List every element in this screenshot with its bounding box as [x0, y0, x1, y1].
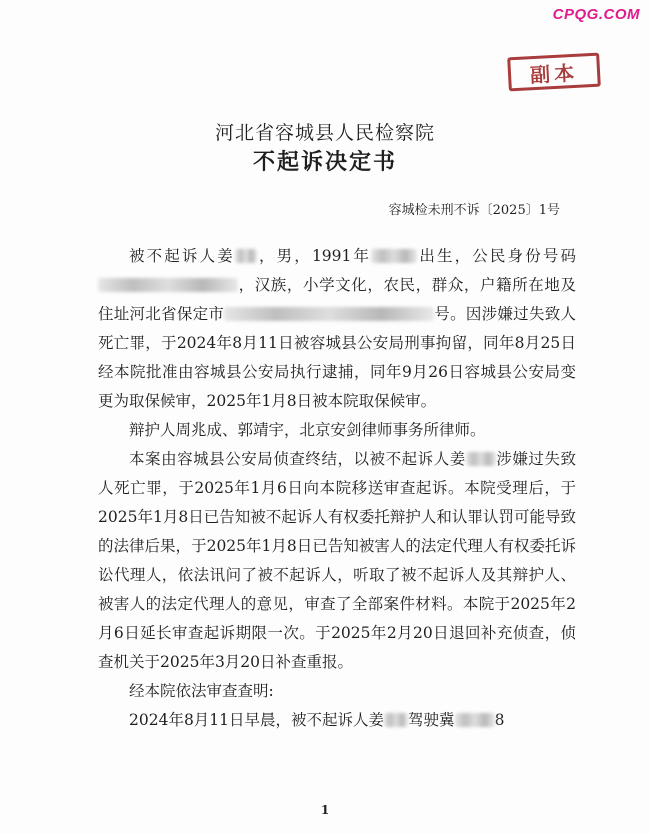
redacted-birthdate	[371, 249, 417, 263]
text-run: 8	[494, 711, 505, 729]
redacted-address	[224, 307, 434, 321]
copy-stamp: 副本	[507, 53, 601, 92]
redacted-name	[384, 713, 408, 727]
document-body	[98, 242, 576, 735]
redacted-name	[235, 249, 257, 263]
issuing-organization: 河北省容城县人民检察院	[214, 122, 435, 144]
paragraph-findings-heading: 经本院依法审查查明:	[129, 682, 274, 700]
text-run: 2024年8月11日早晨，被不起诉人姜	[129, 711, 385, 729]
text-run: 被不起诉人姜	[129, 247, 235, 265]
text-run: 号。因涉嫌过失致人死亡罪，于2024年8月11日被容城县公安局刑事拘留，同年8月25日经本院批准由容城县公安局执行逮捕，同年9月26日容城县公安局变更为取保候审，2025年1月8日被本院取保候审。	[98, 305, 576, 410]
redacted-name	[466, 452, 496, 466]
site-watermark: CPQG.COM	[552, 6, 640, 23]
text-run: ，男，1991年	[256, 247, 372, 265]
document-title: 不起诉决定书	[252, 149, 397, 175]
text-run: 本案由容城县公安局侦查终结，以被不起诉人姜	[129, 450, 466, 468]
text-run: 涉嫌过失致人死亡罪，于2025年1月6日向本院移送审查起诉。本院受理后，于2025年1月8日已告知被不起诉人有权委托辩护人和认罪认罚可能导致的法律后果，于2025年1月8日已告知被害人的法定代理人有权委托诉讼代理人，依法讯问了被不起诉人，听取了被不起诉人及其辩护人、被害人的法定代理人的意见，审查了全部案件材料。本院于2025年2月6日延长审查起诉期限一次。于2025年2月20日退回补充侦查，侦查机关于2025年3月20日补查重报。	[98, 450, 576, 671]
text-run: ，汉族，小学文化，农民，群众，户籍所在地及住址河北省保定市	[98, 276, 576, 323]
paragraph-defense-counsel: 辩护人周兆成、郭靖宇，北京安剑律师事务所律师。	[129, 421, 486, 439]
document-number: 容城检未刑不诉〔2025〕1号	[388, 203, 560, 218]
paragraph-defendant-info	[98, 242, 576, 416]
redacted-id-number	[98, 278, 238, 292]
page-number: 1	[320, 803, 330, 817]
paragraph-findings	[98, 706, 576, 735]
text-run: 驾驶冀	[408, 711, 455, 729]
paragraph-case-procedure	[98, 445, 576, 677]
redacted-plate	[455, 713, 495, 727]
text-run: 出生，公民身份号码	[417, 247, 576, 265]
